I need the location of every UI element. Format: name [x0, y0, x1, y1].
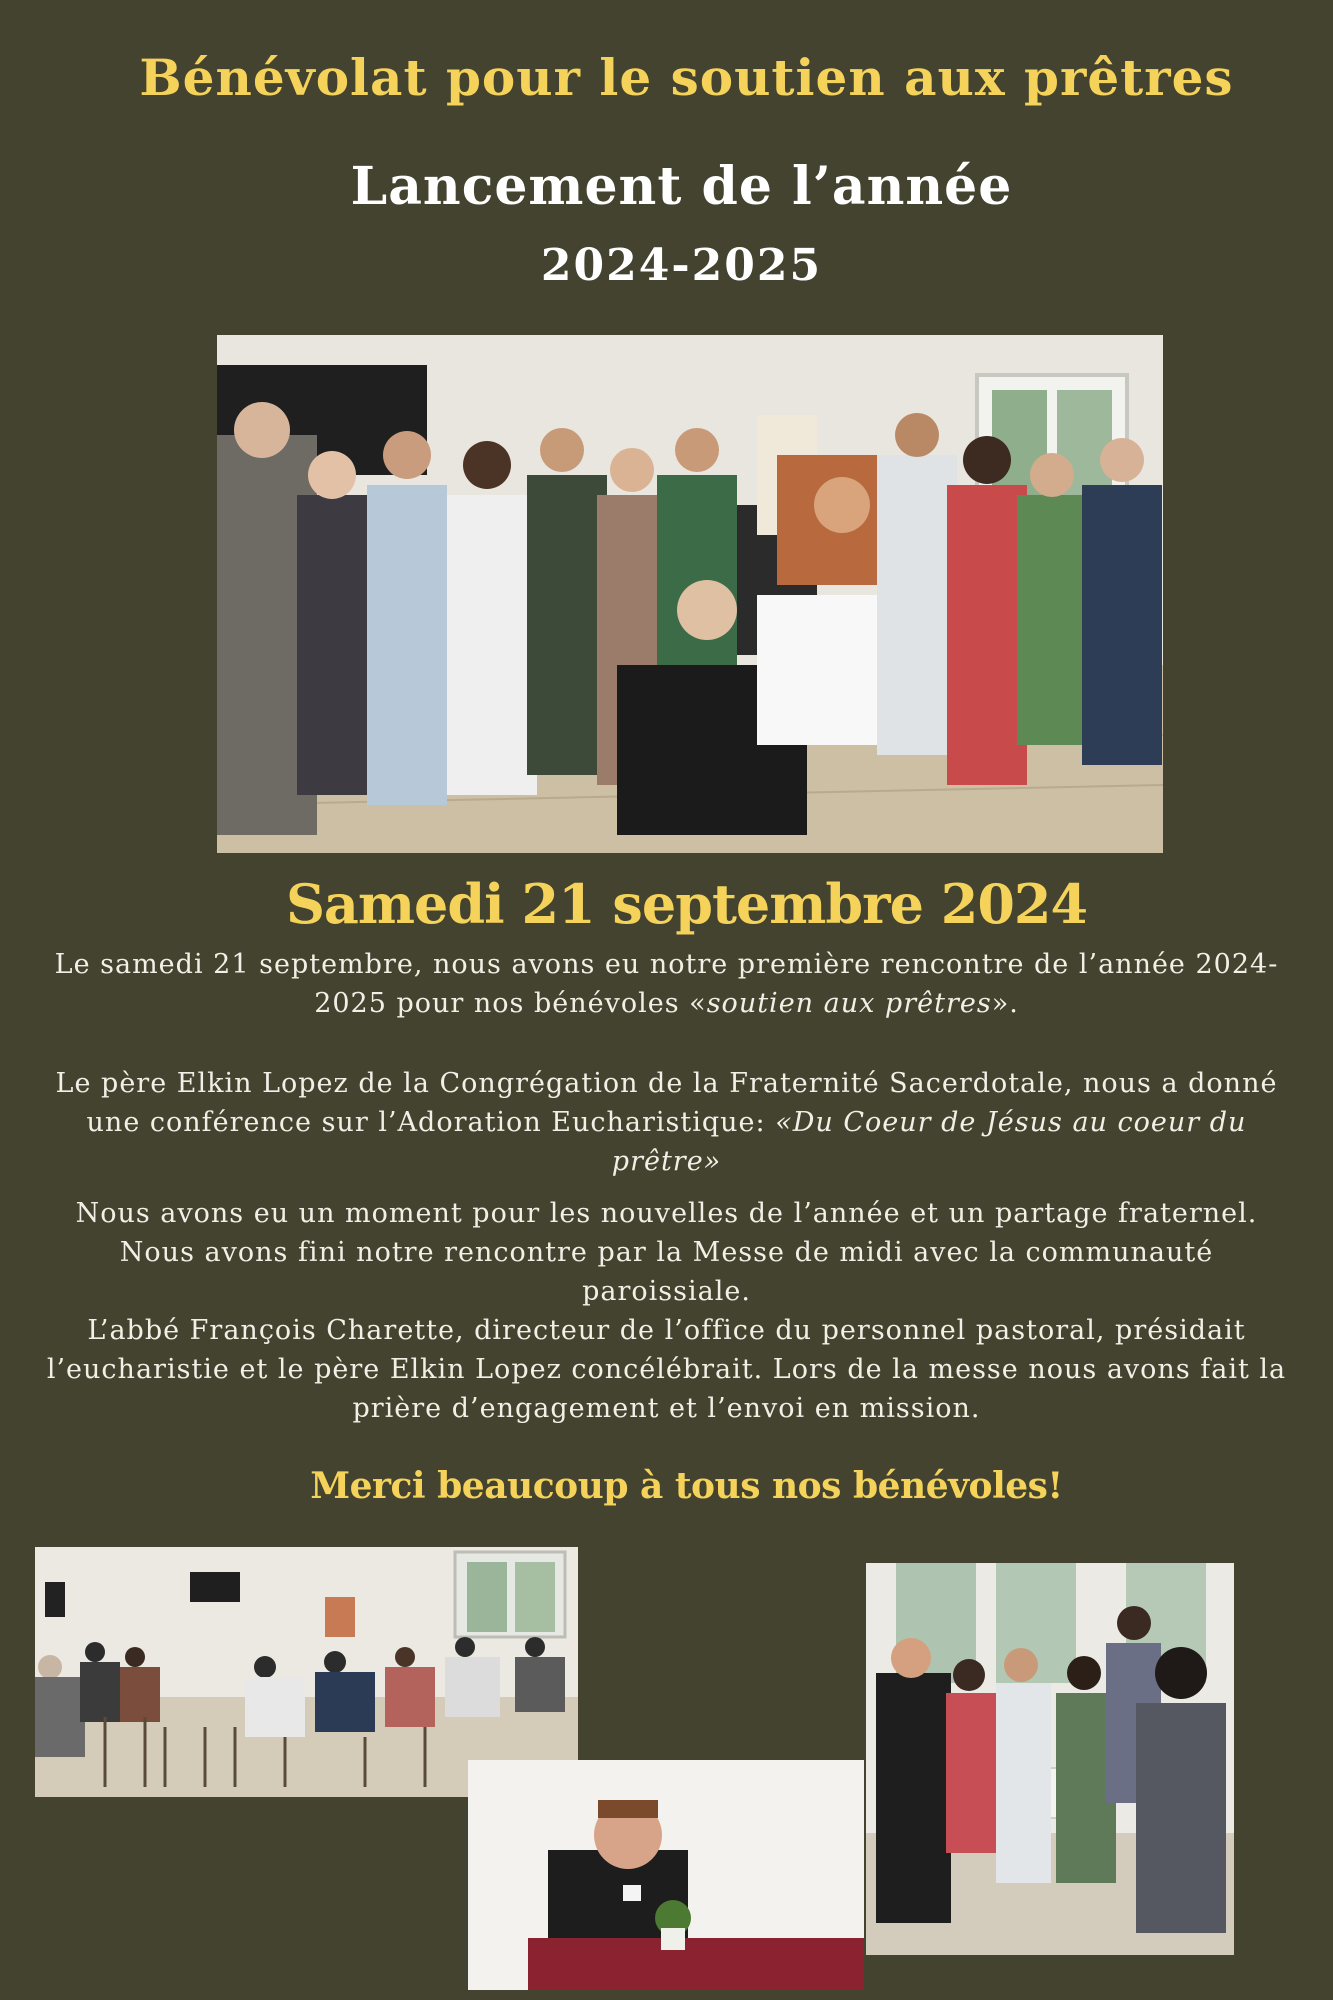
thanks-message: Merci beaucoup à tous nos bénévoles!	[310, 1465, 1063, 1507]
paragraph-2	[40, 1064, 1293, 1181]
page-title: Bénévolat pour le soutien aux prêtres	[139, 48, 1234, 107]
page-subtitle: Lancement de l’année	[350, 156, 1013, 217]
paragraph-1	[40, 945, 1293, 1023]
paragraph-3-text: Nous avons eu un moment pour les nouvelles de l’année et un partage fraternel. Nous avons fini notre rencontre par la Messe de midi avec la communauté paroissiale.	[75, 1198, 1258, 1307]
paragraph-1-emphasis: soutien aux prêtres	[706, 988, 992, 1019]
paragraph-2-emphasis: «Du Coeur de Jésus au coeur du prêtre»	[611, 1107, 1247, 1177]
group-photo	[217, 335, 1163, 853]
paragraph-4-text: L’abbé François Charette, directeur de l’office du personnel pastoral, présidait l’eucharistie et le père Elkin Lopez concélébrait. Lors de la messe nous avons fait la prière d’engagement et l’envoi en mission.	[46, 1315, 1287, 1424]
gathering-photo	[866, 1563, 1234, 1955]
paragraph-1-text-b: ».	[991, 988, 1019, 1019]
page-year: 2024-2025	[540, 240, 823, 291]
priest-photo	[468, 1760, 864, 1990]
paragraph-4	[40, 1311, 1293, 1428]
event-date: Samedi 21 septembre 2024	[285, 872, 1088, 936]
paragraph-2-text: Le père Elkin Lopez de la Congrégation de la Fraternité Sacerdotale, nous a donné une conférence sur l’Adoration Eucharistique:	[55, 1068, 1278, 1138]
paragraph-1-text-a: Le samedi 21 septembre, nous avons eu notre première rencontre de l’année 2024-2025 pour nos bénévoles «	[54, 949, 1279, 1019]
paragraph-3	[40, 1194, 1293, 1311]
